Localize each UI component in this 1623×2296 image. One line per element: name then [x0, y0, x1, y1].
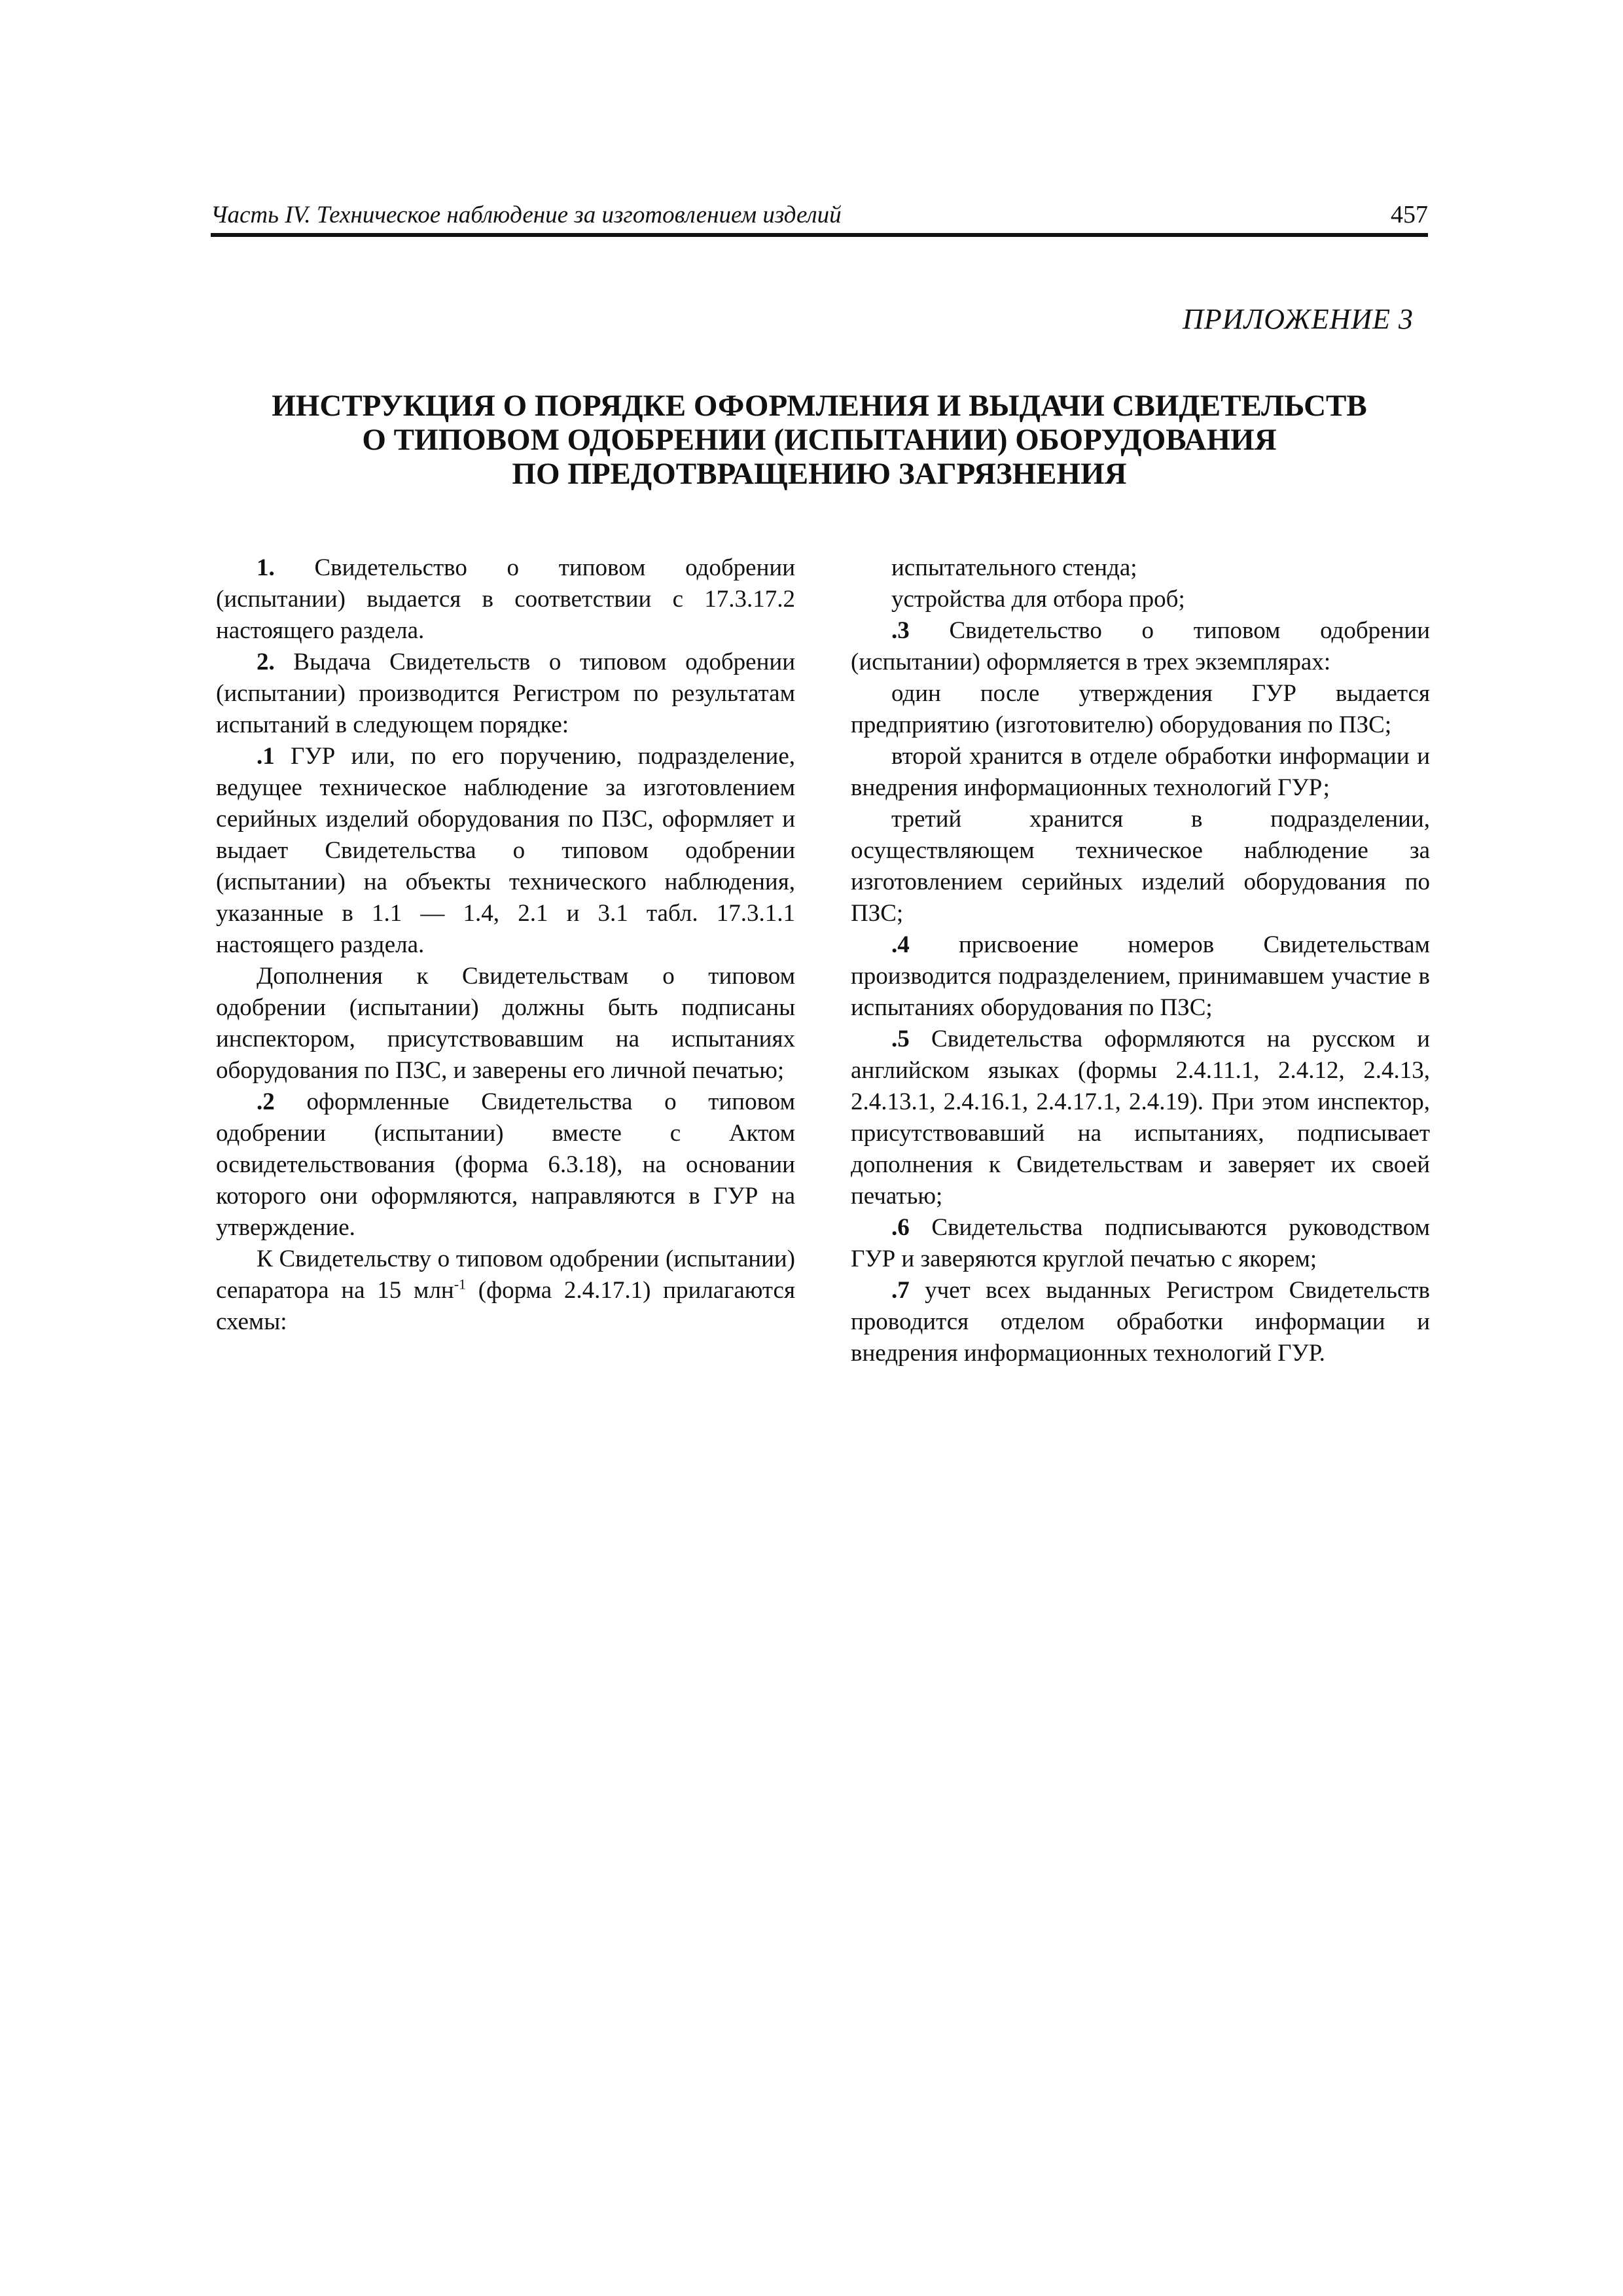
superscript: -1 — [454, 1276, 467, 1293]
paragraph-text: Свидетельство о типовом одобрении (испытании) выдается в соответствии с 17.3.17.2 настоящего раздела. — [216, 554, 796, 644]
running-header — [211, 198, 1428, 237]
paragraph — [851, 804, 1430, 929]
paragraph-text: К Свидетельству о типовом одобрении (испытании) сепаратора на 15 млн — [216, 1246, 795, 1304]
paragraph — [851, 552, 1430, 584]
paragraph — [851, 741, 1430, 804]
item-number: .3 — [891, 617, 910, 644]
paragraph-text: (форма 2.4.17.1) прилагаются схемы: — [216, 1277, 795, 1335]
left-column — [216, 552, 795, 1338]
paragraph — [851, 1275, 1430, 1369]
paragraph-text: оформленные Свидетельства о типовом одобрении (испытании) вместе с Актом освидетельствования (форма 6.3.18), на основании которого они оформляются, направляются в ГУР на утверждение. — [216, 1088, 796, 1241]
item-number: 2. — [257, 649, 275, 675]
document-title — [211, 389, 1428, 491]
page-number: 457 — [1391, 201, 1428, 228]
paragraph-text: ГУР или, по его поручению, подразделение, ведущее техническое наблюдение за изготовлением серийных изделий оборудования по ПЗС, оформляет и выдает Свидетельства о типовом одобрении (испытании) на объекты технического наблюдения, указанные в 1.1 — 1.4, 2.1 и 3.1 табл. 17.3.1.1 настоящего раздела. — [216, 743, 796, 958]
paragraph — [216, 552, 795, 647]
paragraph — [851, 678, 1430, 741]
paragraph-text: присвоение номеров Свидетельствам производится подразделением, принимавшем участие в испытаниях оборудования по ПЗС; — [851, 931, 1430, 1021]
paragraph — [216, 961, 795, 1086]
paragraph-text: Свидетельство о типовом одобрении (испытании) оформляется в трех экземплярах: — [851, 617, 1431, 675]
title-line: ИНСТРУКЦИЯ О ПОРЯДКЕ ОФОРМЛЕНИЯ И ВЫДАЧИ СВИДЕТЕЛЬСТВ — [272, 389, 1367, 423]
paragraph — [216, 741, 795, 961]
paragraph — [216, 1086, 795, 1244]
paragraph-text: Свидетельства подписываются руководством ГУР и заверяются круглой печатью с якорем; — [851, 1214, 1431, 1272]
item-number: .4 — [891, 931, 910, 958]
paragraph — [851, 615, 1430, 678]
item-number: .5 — [891, 1026, 910, 1052]
item-number: .1 — [257, 743, 275, 770]
paragraph-text: Выдача Свидетельств о типовом одобрении (испытании) производится Регистром по результатам испытаний в следующем порядке: — [216, 649, 795, 738]
paragraph-text: Свидетельства оформляются на русском и английском языках (формы 2.4.11.1, 2.4.12, 2.4.13, 2.4.13.1, 2.4.16.1, 2.4.17.1, 2.4.19). При этом инспектор, присутствовавший на испытаниях, подписывает дополнения к Свидетельствам и заверяет их своей печатью; — [851, 1026, 1430, 1210]
item-number: .2 — [257, 1088, 275, 1115]
paragraph-text: один после утверждения ГУР выдается предприятию (изготовителю) оборудования по ПЗС; — [851, 680, 1430, 738]
paragraph-text: второй хранится в отделе обработки информации и внедрения информационных технологий ГУР; — [851, 743, 1430, 801]
title-line: О ТИПОВОМ ОДОБРЕНИИ (ИСПЫТАНИИ) ОБОРУДОВАНИЯ — [362, 423, 1277, 457]
paragraph — [216, 647, 795, 741]
paragraph — [851, 584, 1430, 615]
paragraph — [851, 1024, 1430, 1212]
item-number: .7 — [891, 1277, 910, 1304]
paragraph — [851, 929, 1430, 1024]
paragraph — [851, 1212, 1430, 1275]
title-line: ПО ПРЕДОТВРАЩЕНИЮ ЗАГРЯЗНЕНИЯ — [512, 457, 1127, 491]
appendix-label: ПРИЛОЖЕНИЕ 3 — [1183, 303, 1414, 335]
item-number: 1. — [257, 554, 275, 581]
paragraph-text: испытательного стенда; — [891, 554, 1137, 581]
paragraph-text: Дополнения к Свидетельствам о типовом одобрении (испытании) должны быть подписаны инспектором, присутствовавшим на испытаниях оборудования по ПЗС, и заверены его личной печатью; — [216, 963, 795, 1084]
paragraph-text: учет всех выданных Регистром Свидетельств проводится отделом обработки информации и внедрения информационных технологий ГУР. — [851, 1277, 1430, 1367]
item-number: .6 — [891, 1214, 910, 1241]
paragraph-text: устройства для отбора проб; — [891, 586, 1185, 613]
paragraph — [216, 1244, 795, 1338]
right-column — [851, 552, 1430, 1369]
running-title: Часть IV. Техническое наблюдение за изготовлением изделий — [211, 202, 842, 228]
paragraph-text: третий хранится в подразделении, осуществляющем техническое наблюдение за изготовлением серийных изделий оборудования по ПЗС; — [851, 806, 1430, 927]
